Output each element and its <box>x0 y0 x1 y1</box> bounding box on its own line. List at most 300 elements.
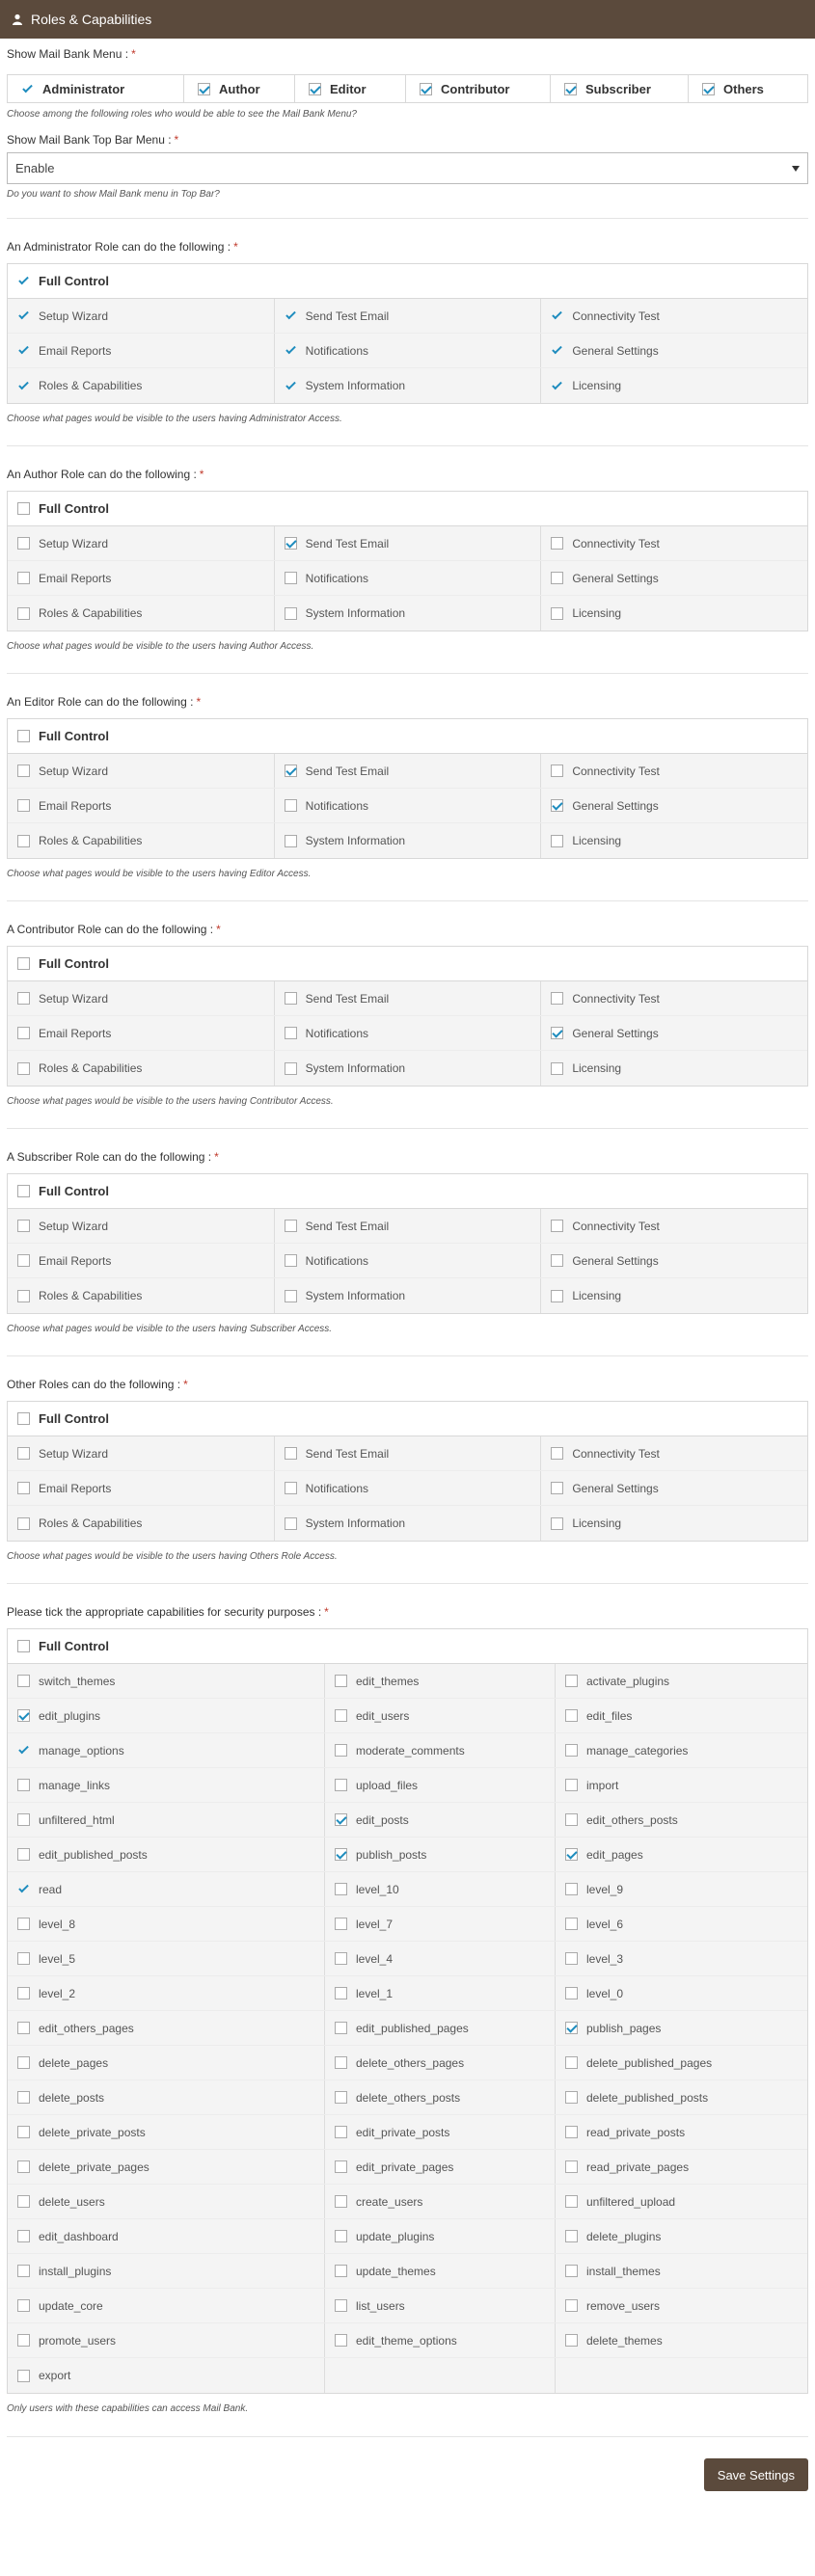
capability-checkbox[interactable] <box>335 1675 347 1687</box>
role-checkbox[interactable] <box>702 83 715 95</box>
role-section-4 <box>0 1129 815 1355</box>
page-option[interactable] <box>8 1471 275 1505</box>
capability-checkbox[interactable] <box>565 2022 578 2034</box>
topbar-select[interactable] <box>7 152 808 184</box>
capability-checkbox[interactable] <box>17 2265 30 2277</box>
capability-checkbox[interactable] <box>565 2334 578 2347</box>
capability-option[interactable] <box>556 2011 807 2045</box>
capability-checkbox[interactable] <box>17 2230 30 2242</box>
capability-option[interactable] <box>8 1699 325 1732</box>
capability-checkbox[interactable] <box>565 1709 578 1722</box>
capability-checkbox[interactable] <box>335 1744 347 1757</box>
capability-option[interactable] <box>325 1699 556 1732</box>
page-checkbox[interactable] <box>551 380 563 392</box>
page-option[interactable] <box>275 1209 542 1243</box>
capability-label: level_8 <box>39 1917 76 1931</box>
capability-option[interactable] <box>325 2219 556 2253</box>
page-option[interactable] <box>8 1436 275 1470</box>
page-option[interactable] <box>8 1506 275 1541</box>
page-option[interactable] <box>541 1209 807 1243</box>
page-checkbox[interactable] <box>17 1447 30 1460</box>
capability-option[interactable] <box>556 1872 807 1906</box>
capability-option[interactable] <box>8 2358 325 2393</box>
capability-option[interactable] <box>556 1803 807 1837</box>
capability-label: update_plugins <box>356 2229 435 2243</box>
capability-option[interactable] <box>325 2115 556 2149</box>
capability-option[interactable] <box>325 1803 556 1837</box>
page-option[interactable] <box>275 1436 542 1470</box>
capability-checkbox[interactable] <box>565 1675 578 1687</box>
capability-checkbox[interactable] <box>335 1918 347 1930</box>
page-option[interactable] <box>541 1471 807 1505</box>
capability-checkbox[interactable] <box>565 1883 578 1895</box>
pages-row <box>8 1506 807 1541</box>
capability-checkbox[interactable] <box>335 2230 347 2242</box>
capability-option[interactable] <box>325 2289 556 2322</box>
page-checkbox[interactable] <box>551 344 563 357</box>
role-toggle-2[interactable] <box>295 75 406 102</box>
full-control-checkbox[interactable] <box>17 1640 30 1652</box>
page-option[interactable] <box>275 299 542 333</box>
role-checkbox[interactable] <box>309 83 321 95</box>
page-option[interactable] <box>8 1051 275 1086</box>
role-section-label: Other Roles can do the following : * <box>7 1378 188 1391</box>
capability-checkbox[interactable] <box>565 1918 578 1930</box>
page-option[interactable] <box>541 299 807 333</box>
save-settings-button[interactable]: Save Settings <box>704 2458 808 2491</box>
page-option[interactable] <box>541 596 807 631</box>
capability-checkbox[interactable] <box>335 2195 347 2208</box>
capability-option[interactable] <box>556 1664 807 1698</box>
page-checkbox[interactable] <box>551 1447 563 1460</box>
page-option-label: Setup Wizard <box>39 991 109 1006</box>
page-checkbox[interactable] <box>17 835 30 847</box>
capability-checkbox[interactable] <box>335 1987 347 1999</box>
capability-option[interactable] <box>8 1872 325 1906</box>
page-checkbox[interactable] <box>285 1290 297 1302</box>
capability-checkbox[interactable] <box>17 2022 30 2034</box>
capability-checkbox[interactable] <box>17 1813 30 1826</box>
full-control-checkbox[interactable] <box>17 275 30 287</box>
page-option[interactable] <box>8 1209 275 1243</box>
pages-row <box>8 368 807 403</box>
capability-checkbox[interactable] <box>335 1779 347 1791</box>
capabilities-row <box>8 2011 807 2046</box>
capabilities-row <box>8 1664 807 1699</box>
capability-option[interactable] <box>325 1768 556 1802</box>
page-option[interactable] <box>8 1244 275 1277</box>
capability-checkbox[interactable] <box>17 1918 30 1930</box>
capability-option[interactable] <box>556 2185 807 2218</box>
page-checkbox[interactable] <box>285 1062 297 1075</box>
page-checkbox[interactable] <box>285 607 297 620</box>
full-control-checkbox[interactable] <box>17 730 30 742</box>
page-option[interactable] <box>541 754 807 788</box>
capability-option[interactable] <box>556 2046 807 2080</box>
capability-option[interactable] <box>325 2185 556 2218</box>
page-option-label: Email Reports <box>39 1253 112 1268</box>
capability-checkbox[interactable] <box>335 1952 347 1965</box>
capability-option[interactable] <box>8 1838 325 1871</box>
capability-option[interactable] <box>325 1907 556 1941</box>
role-toggle-0[interactable] <box>8 75 184 102</box>
capability-option[interactable] <box>8 2219 325 2253</box>
capability-option[interactable] <box>556 2219 807 2253</box>
capability-checkbox[interactable] <box>17 1987 30 1999</box>
capability-checkbox[interactable] <box>17 2370 30 2382</box>
capability-option[interactable] <box>325 1976 556 2010</box>
page-checkbox[interactable] <box>17 1062 30 1075</box>
role-toggle-5[interactable] <box>689 75 807 102</box>
page-option[interactable] <box>275 1016 542 1050</box>
capability-option[interactable] <box>556 1976 807 2010</box>
full-control-row[interactable] <box>8 947 807 981</box>
page-option[interactable] <box>8 1278 275 1313</box>
page-checkbox[interactable] <box>551 1290 563 1302</box>
page-checkbox[interactable] <box>285 380 297 392</box>
capability-label: unfiltered_html <box>39 1812 115 1827</box>
page-option-label: General Settings <box>572 571 659 585</box>
capability-checkbox[interactable] <box>17 2126 30 2138</box>
capability-option[interactable] <box>556 1768 807 1802</box>
capability-option[interactable] <box>325 1664 556 1698</box>
page-checkbox[interactable] <box>17 1254 30 1267</box>
capabilities-full-control-row[interactable] <box>8 1629 807 1664</box>
capability-option[interactable] <box>556 1942 807 1975</box>
capability-option[interactable] <box>325 1872 556 1906</box>
page-checkbox[interactable] <box>551 835 563 847</box>
page-checkbox[interactable] <box>551 1517 563 1530</box>
role-checkbox[interactable] <box>21 83 34 95</box>
capability-option[interactable] <box>556 1699 807 1732</box>
full-control-row[interactable] <box>8 1402 807 1436</box>
role-toggle-4[interactable] <box>551 75 689 102</box>
full-control-row[interactable] <box>8 719 807 754</box>
page-checkbox[interactable] <box>285 1220 297 1232</box>
capability-option[interactable] <box>556 2289 807 2322</box>
page-option-label: Send Test Email <box>305 1219 390 1233</box>
page-checkbox[interactable] <box>285 309 297 322</box>
capability-checkbox[interactable] <box>565 2126 578 2138</box>
page-checkbox[interactable] <box>285 1254 297 1267</box>
page-option[interactable] <box>8 561 275 595</box>
capability-checkbox[interactable] <box>565 2195 578 2208</box>
page-option[interactable] <box>8 754 275 788</box>
capability-checkbox[interactable] <box>17 2160 30 2173</box>
page-checkbox[interactable] <box>17 799 30 812</box>
capability-option[interactable] <box>325 2046 556 2080</box>
capability-option[interactable] <box>325 1838 556 1871</box>
page-checkbox[interactable] <box>285 799 297 812</box>
capability-label: edit_others_pages <box>39 2021 134 2035</box>
capability-option[interactable] <box>325 1733 556 1767</box>
page-option[interactable] <box>541 789 807 822</box>
capability-option[interactable] <box>325 1942 556 1975</box>
capability-checkbox[interactable] <box>335 2334 347 2347</box>
pages-row <box>8 561 807 596</box>
role-section-help: Choose what pages would be visible to the users having Contributor Access. <box>7 1096 334 1107</box>
page-checkbox[interactable] <box>17 537 30 550</box>
capability-checkbox[interactable] <box>565 1848 578 1861</box>
page-checkbox[interactable] <box>551 572 563 584</box>
capability-option[interactable] <box>556 1907 807 1941</box>
page-checkbox[interactable] <box>551 799 563 812</box>
page-checkbox[interactable] <box>551 992 563 1005</box>
capability-checkbox[interactable] <box>565 1813 578 1826</box>
role-checkbox[interactable] <box>564 83 577 95</box>
page-option[interactable] <box>541 1278 807 1313</box>
role-section-help: Choose what pages would be visible to the users having Others Role Access. <box>7 1551 338 1562</box>
capability-option[interactable] <box>325 2254 556 2288</box>
capability-option[interactable] <box>8 2323 325 2357</box>
page-option-label: General Settings <box>572 798 659 813</box>
page-checkbox[interactable] <box>17 572 30 584</box>
page-option[interactable] <box>275 789 542 822</box>
page-checkbox[interactable] <box>17 1290 30 1302</box>
page-checkbox[interactable] <box>551 1220 563 1232</box>
page-checkbox[interactable] <box>551 1027 563 1039</box>
page-option[interactable] <box>275 1471 542 1505</box>
page-option[interactable] <box>275 1244 542 1277</box>
capability-checkbox[interactable] <box>335 2160 347 2173</box>
page-checkbox[interactable] <box>17 607 30 620</box>
capability-checkbox[interactable] <box>565 1987 578 1999</box>
page-checkbox[interactable] <box>551 1254 563 1267</box>
capability-checkbox[interactable] <box>565 1952 578 1965</box>
page-checkbox[interactable] <box>285 537 297 550</box>
capability-checkbox[interactable] <box>17 1883 30 1895</box>
page-option[interactable] <box>8 334 275 367</box>
capability-checkbox[interactable] <box>17 1848 30 1861</box>
page-option[interactable] <box>541 981 807 1015</box>
page-option-label: Send Test Email <box>305 764 390 778</box>
page-option[interactable] <box>541 334 807 367</box>
capability-option[interactable] <box>325 2011 556 2045</box>
page-checkbox[interactable] <box>285 572 297 584</box>
capability-checkbox[interactable] <box>565 1744 578 1757</box>
capability-checkbox[interactable] <box>335 1883 347 1895</box>
page-option[interactable] <box>275 368 542 403</box>
page-checkbox[interactable] <box>17 1027 30 1039</box>
pages-row <box>8 334 807 368</box>
capability-option[interactable] <box>8 2289 325 2322</box>
page-checkbox[interactable] <box>551 1482 563 1494</box>
role-checkbox[interactable] <box>198 83 210 95</box>
page-option[interactable] <box>541 1244 807 1277</box>
capability-option[interactable] <box>325 2323 556 2357</box>
page-option[interactable] <box>541 1016 807 1050</box>
capability-option[interactable] <box>556 2115 807 2149</box>
role-label: Subscriber <box>585 81 651 96</box>
page-option[interactable] <box>275 596 542 631</box>
capability-label: level_2 <box>39 1986 76 2000</box>
capability-checkbox[interactable] <box>565 2230 578 2242</box>
capability-checkbox[interactable] <box>17 2334 30 2347</box>
page-checkbox[interactable] <box>551 537 563 550</box>
capability-option[interactable] <box>556 2254 807 2288</box>
capability-option[interactable] <box>556 1838 807 1871</box>
page-checkbox[interactable] <box>285 1027 297 1039</box>
capability-label: export <box>39 2369 71 2382</box>
page-checkbox[interactable] <box>285 344 297 357</box>
page-option-label: Setup Wizard <box>39 1446 109 1461</box>
capability-option[interactable] <box>8 2046 325 2080</box>
page-option-label: Notifications <box>305 1026 369 1040</box>
page-option-label: System Information <box>305 834 406 847</box>
capability-option[interactable] <box>8 2080 325 2114</box>
caret-down-icon <box>792 166 800 172</box>
page-checkbox[interactable] <box>551 309 563 322</box>
capability-checkbox[interactable] <box>335 1813 347 1826</box>
capability-option[interactable] <box>8 1803 325 1837</box>
capabilities-row <box>8 1803 807 1838</box>
capability-option[interactable] <box>556 1733 807 1767</box>
capability-label: delete_private_pages <box>39 2160 149 2174</box>
capability-label: edit_private_pages <box>356 2160 454 2174</box>
capability-checkbox[interactable] <box>17 1709 30 1722</box>
page-option[interactable] <box>8 368 275 403</box>
capability-option[interactable] <box>8 1733 325 1767</box>
page-option[interactable] <box>541 1436 807 1470</box>
capability-checkbox[interactable] <box>335 1709 347 1722</box>
page-option[interactable] <box>541 368 807 403</box>
full-control-row[interactable] <box>8 264 807 299</box>
capability-checkbox[interactable] <box>335 2299 347 2312</box>
page-option[interactable] <box>275 1506 542 1541</box>
capability-checkbox[interactable] <box>565 1779 578 1791</box>
capability-checkbox[interactable] <box>17 1744 30 1757</box>
role-checkbox[interactable] <box>420 83 432 95</box>
capability-checkbox[interactable] <box>17 2195 30 2208</box>
capability-checkbox[interactable] <box>565 2056 578 2069</box>
capability-checkbox[interactable] <box>335 2056 347 2069</box>
page-option[interactable] <box>8 789 275 822</box>
capability-checkbox[interactable] <box>335 2265 347 2277</box>
capability-label: delete_plugins <box>586 2229 662 2243</box>
page-checkbox[interactable] <box>17 1517 30 1530</box>
page-option[interactable] <box>8 299 275 333</box>
capability-option[interactable] <box>8 2011 325 2045</box>
page-option[interactable] <box>275 561 542 595</box>
page-option[interactable] <box>541 823 807 858</box>
page-checkbox[interactable] <box>17 1482 30 1494</box>
page-checkbox[interactable] <box>285 992 297 1005</box>
page-checkbox[interactable] <box>17 380 30 392</box>
page-option[interactable] <box>275 1278 542 1313</box>
capabilities-row <box>8 1733 807 1768</box>
capability-checkbox[interactable] <box>17 2056 30 2069</box>
role-label: Author <box>219 81 260 96</box>
capability-checkbox[interactable] <box>17 1675 30 1687</box>
capability-checkbox[interactable] <box>565 2265 578 2277</box>
page-checkbox[interactable] <box>551 607 563 620</box>
capability-option[interactable] <box>8 1976 325 2010</box>
page-checkbox[interactable] <box>17 992 30 1005</box>
page-option-label: System Information <box>305 1516 406 1530</box>
role-section-label: An Editor Role can do the following : * <box>7 695 202 709</box>
page-option-label: General Settings <box>572 1026 659 1040</box>
capability-checkbox[interactable] <box>17 1779 30 1791</box>
page-option[interactable] <box>275 754 542 788</box>
capability-checkbox[interactable] <box>17 2299 30 2312</box>
page-option[interactable] <box>275 823 542 858</box>
page-checkbox[interactable] <box>551 765 563 777</box>
page-option[interactable] <box>8 981 275 1015</box>
capability-checkbox[interactable] <box>335 2126 347 2138</box>
capability-option[interactable] <box>8 2254 325 2288</box>
capability-checkbox[interactable] <box>565 2160 578 2173</box>
page-option[interactable] <box>541 1051 807 1086</box>
capability-option[interactable] <box>556 2080 807 2114</box>
page-option[interactable] <box>275 334 542 367</box>
full-control-checkbox[interactable] <box>17 502 30 515</box>
full-control-checkbox[interactable] <box>17 1185 30 1197</box>
capability-checkbox[interactable] <box>565 2091 578 2104</box>
page-checkbox[interactable] <box>17 1220 30 1232</box>
capability-checkbox[interactable] <box>17 2091 30 2104</box>
page-checkbox[interactable] <box>285 1447 297 1460</box>
page-option-label: Licensing <box>572 379 622 392</box>
page-checkbox[interactable] <box>285 765 297 777</box>
full-control-row[interactable] <box>8 1174 807 1209</box>
capability-option[interactable] <box>8 1768 325 1802</box>
page-option[interactable] <box>541 561 807 595</box>
capability-option[interactable] <box>8 2185 325 2218</box>
page-checkbox[interactable] <box>17 765 30 777</box>
capability-option[interactable] <box>8 1664 325 1698</box>
page-option[interactable] <box>8 1016 275 1050</box>
capability-checkbox[interactable] <box>335 2022 347 2034</box>
page-checkbox[interactable] <box>285 1517 297 1530</box>
capability-option[interactable] <box>8 2150 325 2184</box>
capability-label: edit_plugins <box>39 1708 101 1723</box>
capability-option[interactable] <box>556 2323 807 2357</box>
page-checkbox[interactable] <box>17 344 30 357</box>
page-option[interactable] <box>8 526 275 560</box>
page-option[interactable] <box>8 823 275 858</box>
capability-option[interactable] <box>556 2150 807 2184</box>
full-control-checkbox[interactable] <box>17 1412 30 1425</box>
page-option[interactable] <box>275 526 542 560</box>
page-checkbox[interactable] <box>285 835 297 847</box>
page-option[interactable] <box>541 526 807 560</box>
capability-option[interactable] <box>8 1907 325 1941</box>
page-checkbox[interactable] <box>551 1062 563 1075</box>
role-section-help: Choose what pages would be visible to the users having Administrator Access. <box>7 414 342 424</box>
full-control-checkbox[interactable] <box>17 957 30 970</box>
role-toggle-3[interactable] <box>406 75 551 102</box>
page-option[interactable] <box>541 1506 807 1541</box>
role-toggle-1[interactable] <box>184 75 295 102</box>
capability-checkbox[interactable] <box>17 1952 30 1965</box>
role-section-label: An Administrator Role can do the following : * <box>7 240 238 254</box>
page-checkbox[interactable] <box>285 1482 297 1494</box>
capability-option[interactable] <box>8 1942 325 1975</box>
capability-label: moderate_comments <box>356 1743 465 1758</box>
page-checkbox[interactable] <box>17 309 30 322</box>
capability-option[interactable] <box>325 2150 556 2184</box>
page-option-label: Connectivity Test <box>572 309 660 323</box>
capability-option[interactable] <box>325 2080 556 2114</box>
page-option[interactable] <box>8 596 275 631</box>
capability-checkbox[interactable] <box>565 2299 578 2312</box>
capability-option[interactable] <box>8 2115 325 2149</box>
page-option[interactable] <box>275 981 542 1015</box>
page-option[interactable] <box>275 1051 542 1086</box>
capability-checkbox[interactable] <box>335 2091 347 2104</box>
full-control-row[interactable] <box>8 492 807 526</box>
capability-checkbox[interactable] <box>335 1848 347 1861</box>
